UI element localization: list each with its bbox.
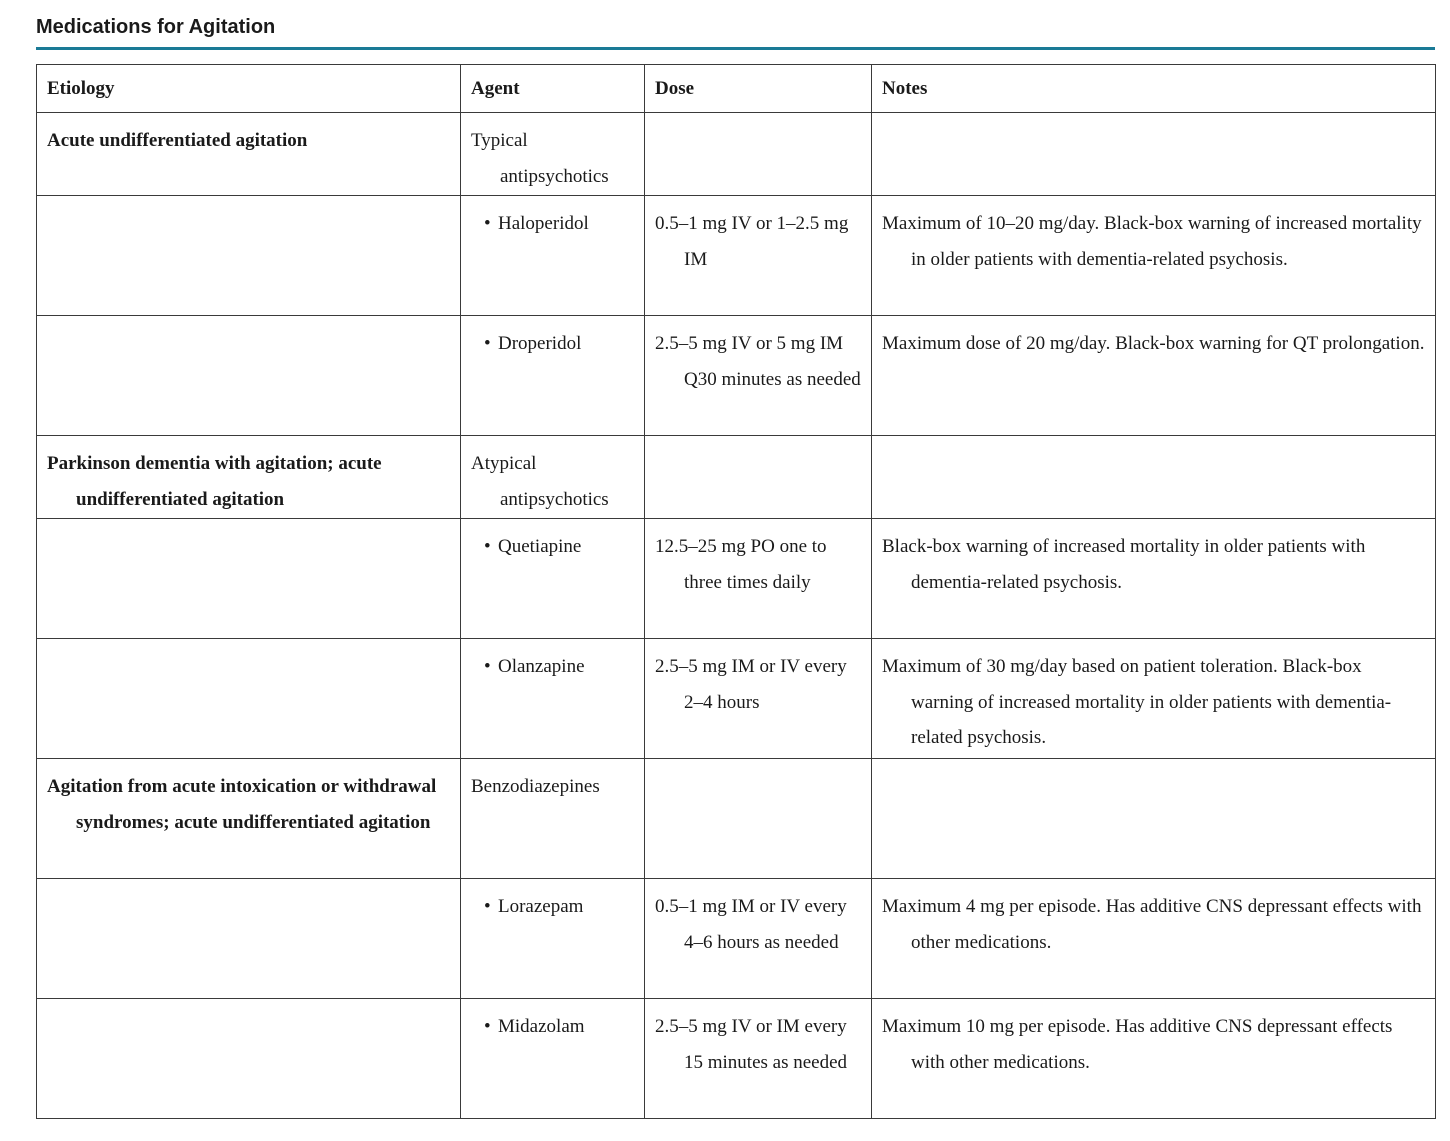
- page-title: Medications for Agitation: [36, 16, 276, 38]
- drug-name: Lorazepam: [498, 896, 584, 917]
- drug-name: Droperidol: [498, 333, 582, 354]
- notes-cell: [872, 316, 1436, 436]
- dose-text: 2.5–5 mg IV or IM every 15 minutes as needed: [655, 1016, 848, 1073]
- dose-text: 0.5–1 mg IV or 1–2.5 mg IM: [655, 213, 849, 270]
- dose-cell: [645, 196, 872, 316]
- etiology-text: Acute undifferentiated agitation: [47, 130, 308, 151]
- drug-row: [37, 196, 1436, 316]
- drug-cell: [461, 639, 645, 759]
- notes-cell: [872, 196, 1436, 316]
- etiology-cell: [37, 999, 461, 1119]
- notes-cell: [872, 519, 1436, 639]
- bullet-icon: •: [484, 1016, 491, 1037]
- drug-row: [37, 999, 1436, 1119]
- bullet-icon: •: [484, 656, 491, 677]
- bullet-icon: •: [484, 536, 491, 557]
- dose-cell: [645, 113, 872, 196]
- drug-cell: [461, 316, 645, 436]
- etiology-text: Agitation from acute intoxication or withdrawal syndromes; acute undifferentiated agitation: [47, 776, 437, 833]
- bullet-icon: •: [484, 896, 491, 917]
- notes-cell: [872, 759, 1436, 879]
- header-agent: Agent: [461, 65, 645, 113]
- etiology-cell: [37, 113, 461, 196]
- title-divider: [36, 47, 1435, 50]
- drug-name: Quetiapine: [498, 536, 582, 557]
- notes-cell: [872, 999, 1436, 1119]
- drug-cell: [461, 519, 645, 639]
- drug-name: Olanzapine: [498, 656, 585, 677]
- notes-cell: [872, 113, 1436, 196]
- drug-cell: [461, 999, 645, 1119]
- dose-cell: [645, 879, 872, 999]
- etiology-cell: [37, 639, 461, 759]
- dose-cell: [645, 639, 872, 759]
- class-row: [37, 759, 1436, 879]
- agent-class-text: Atypical antipsychotics: [471, 453, 609, 510]
- etiology-cell: [37, 316, 461, 436]
- drug-name: Midazolam: [498, 1016, 585, 1037]
- etiology-cell: [37, 436, 461, 519]
- drug-cell: [461, 196, 645, 316]
- header-notes: Notes: [872, 65, 1436, 113]
- header-row: [37, 65, 1436, 113]
- class-row: [37, 436, 1436, 519]
- agent-class-text: Typical antipsychotics: [471, 130, 609, 187]
- dose-cell: [645, 759, 872, 879]
- dose-text: 2.5–5 mg IV or 5 mg IM Q30 minutes as needed: [655, 333, 861, 390]
- etiology-cell: [37, 879, 461, 999]
- notes-text: Maximum of 10–20 mg/day. Black-box warning of increased mortality in older patients with dementia-related psychosis.: [882, 213, 1422, 270]
- dose-cell: [645, 316, 872, 436]
- dose-cell: [645, 436, 872, 519]
- class-row: [37, 113, 1436, 196]
- drug-row: [37, 879, 1436, 999]
- dose-text: 12.5–25 mg PO one to three times daily: [655, 536, 827, 593]
- header-etiology: Etiology: [37, 65, 461, 113]
- etiology-cell: [37, 519, 461, 639]
- dose-cell: [645, 999, 872, 1119]
- notes-text: Maximum 4 mg per episode. Has additive CNS depressant effects with other medications.: [882, 896, 1422, 953]
- etiology-text: Parkinson dementia with agitation; acute undifferentiated agitation: [47, 453, 382, 510]
- notes-cell: [872, 879, 1436, 999]
- etiology-cell: [37, 196, 461, 316]
- notes-text: Maximum dose of 20 mg/day. Black-box warning for QT prolongation.: [882, 333, 1425, 354]
- bullet-icon: •: [484, 333, 491, 354]
- etiology-cell: [37, 759, 461, 879]
- drug-name: Haloperidol: [498, 213, 589, 234]
- dose-text: 0.5–1 mg IM or IV every 4–6 hours as needed: [655, 896, 847, 953]
- bullet-icon: •: [484, 213, 491, 234]
- agent-class-cell: [461, 436, 645, 519]
- notes-cell: [872, 436, 1436, 519]
- dose-cell: [645, 519, 872, 639]
- dose-text: 2.5–5 mg IM or IV every 2–4 hours: [655, 656, 847, 713]
- notes-text: Maximum of 30 mg/day based on patient toleration. Black-box warning of increased mortality in older patients with dementia-related psychosis.: [882, 656, 1392, 748]
- header-dose: Dose: [645, 65, 872, 113]
- medications-table: [36, 64, 1436, 1119]
- drug-row: [37, 316, 1436, 436]
- drug-row: [37, 639, 1436, 759]
- agent-class-cell: [461, 113, 645, 196]
- agent-class-text: Benzodiazepines: [471, 776, 600, 797]
- drug-row: [37, 519, 1436, 639]
- drug-cell: [461, 879, 645, 999]
- notes-text: Maximum 10 mg per episode. Has additive CNS depressant effects with other medications.: [882, 1016, 1393, 1073]
- notes-text: Black-box warning of increased mortality in older patients with dementia-related psychosis.: [882, 536, 1366, 593]
- agent-class-cell: [461, 759, 645, 879]
- notes-cell: [872, 639, 1436, 759]
